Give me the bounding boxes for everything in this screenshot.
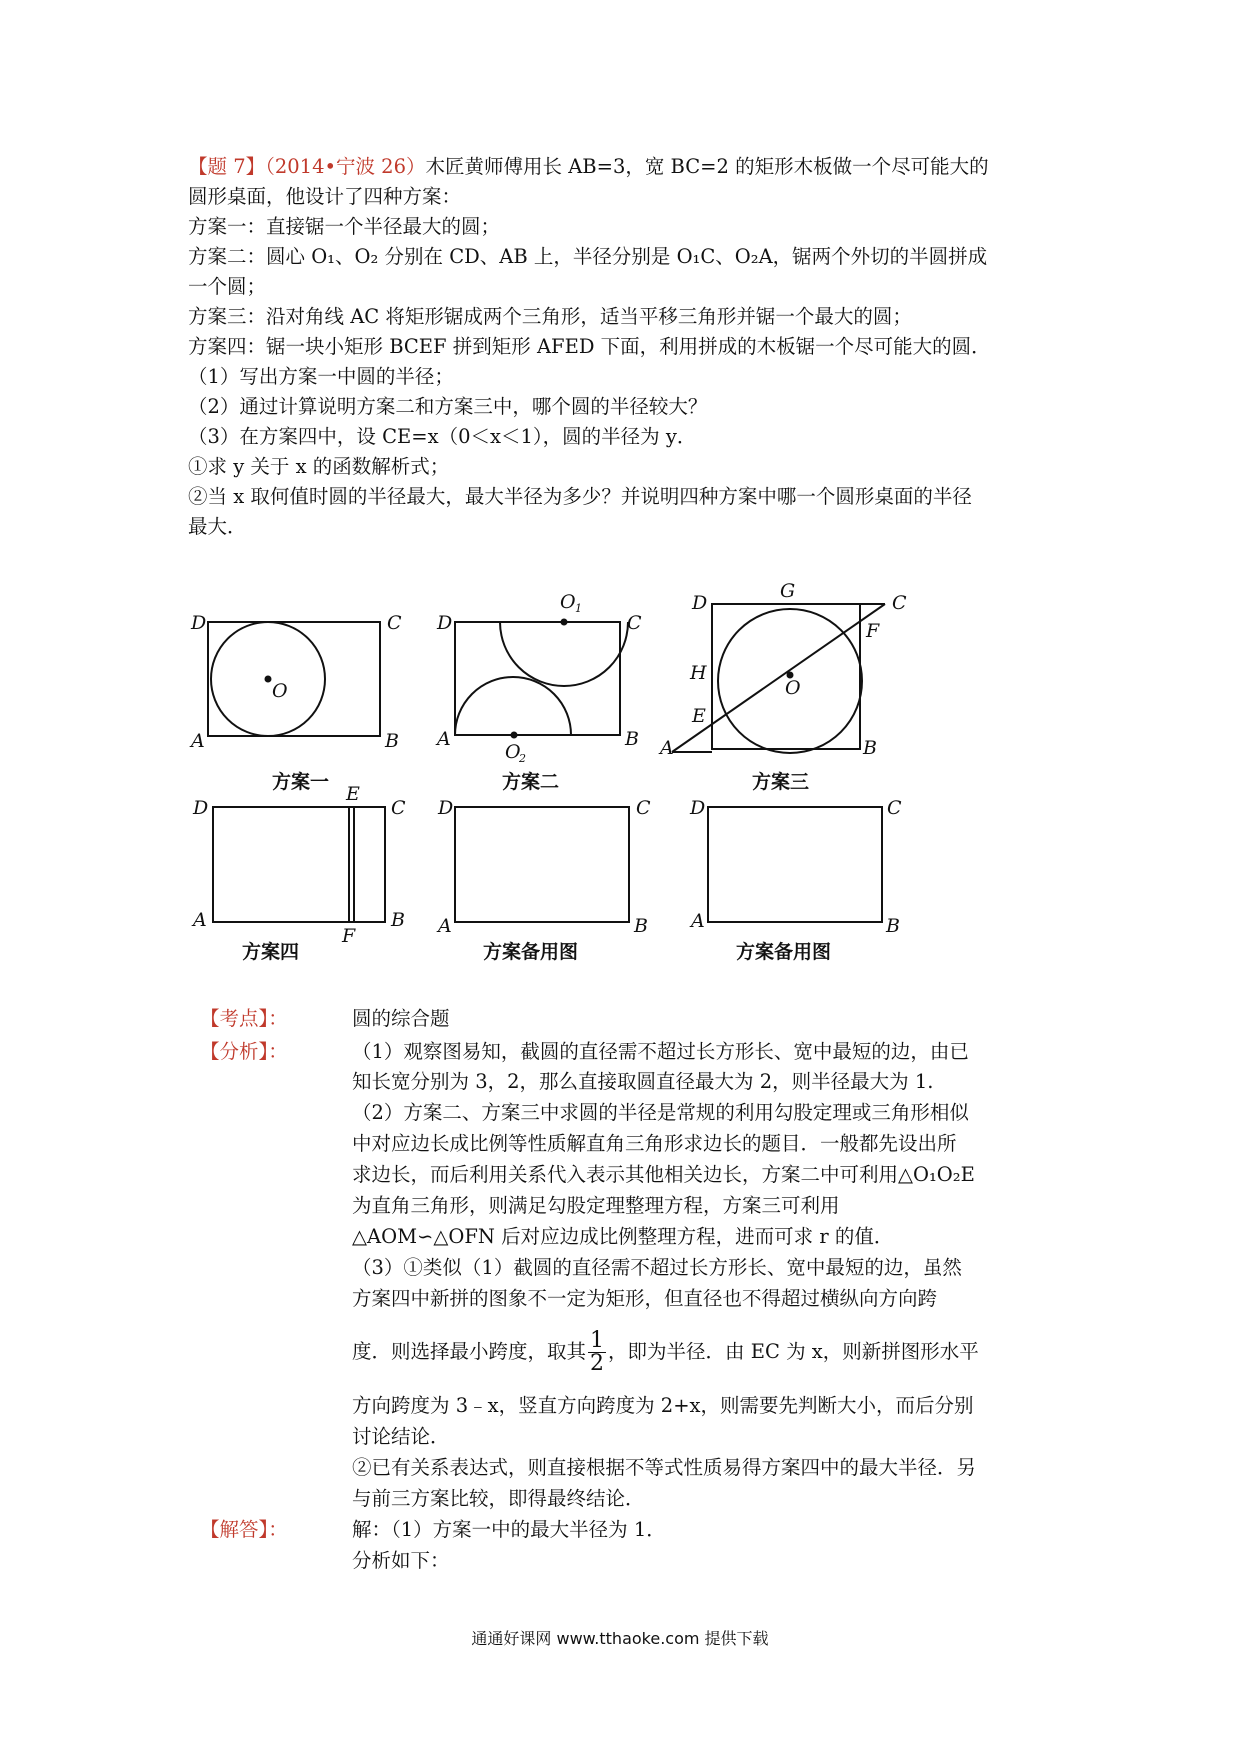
fig1-label-c: C bbox=[387, 612, 402, 634]
fig3-label-e: E bbox=[692, 705, 706, 727]
jieda-line-1: 解：（1）方案一中的最大半径为 1． bbox=[352, 1518, 666, 1541]
fig3-label-a: A bbox=[660, 737, 674, 759]
fig1-center-dot bbox=[265, 676, 272, 683]
fig5-label-d: D bbox=[438, 797, 454, 819]
fig4-rect bbox=[213, 807, 385, 922]
fenxi-line-5: 求边长，而后利用关系代入表示其他相关边长，方案二中可利用△O₁O₂E bbox=[352, 1163, 975, 1186]
fig2-label-o1: O bbox=[560, 591, 576, 613]
fig1-label-o: O bbox=[272, 680, 288, 702]
fig4-label-e: E bbox=[346, 783, 360, 805]
fig3-label-h: H bbox=[690, 662, 707, 684]
fig2-label-o1-sub: 1 bbox=[575, 602, 582, 615]
fig2-label-d: D bbox=[437, 612, 453, 634]
fig2-label-o2-sub: 2 bbox=[519, 752, 526, 765]
fig2-label-a: A bbox=[437, 728, 451, 750]
page-footer: 通通好课网 www.tthaoke.com 提供下载 bbox=[471, 1629, 769, 1648]
fenxi-line-2: 知长宽分别为 3，2，那么直接取圆直径最大为 2，则半径最大为 1. bbox=[352, 1070, 934, 1093]
plan-2: 方案二：圆心 O₁、O₂ 分别在 CD、AB 上，半径分别是 O₁C、O₂A，锯两个外切的半圆拼成 bbox=[188, 245, 988, 268]
plan-1: 方案一：直接锯一个半径最大的圆； bbox=[188, 215, 501, 238]
fig6-caption: 方案备用图 bbox=[736, 941, 832, 963]
fig3-label-f: F bbox=[866, 620, 880, 642]
fig1-label-d: D bbox=[191, 612, 207, 634]
fig3-caption: 方案三 bbox=[752, 771, 810, 793]
fenxi-line-7: △AOM∽△OFN 后对应边成比例整理方程，进而可求 r 的值． bbox=[352, 1225, 894, 1248]
fraction-denominator: 2 bbox=[590, 1351, 605, 1376]
problem-tag: 【题 7】 bbox=[188, 155, 266, 178]
problem-text: 木匠黄师傅用长 AB=3，宽 BC=2 的矩形木板做一个尽可能大的 bbox=[425, 155, 989, 178]
fig5-caption: 方案备用图 bbox=[483, 941, 579, 963]
fig1-label-b: B bbox=[385, 730, 399, 752]
fig2-label-o2: O bbox=[505, 741, 521, 763]
fenxi-line-11: 方向跨度为 3﹣x，竖直方向跨度为 2+x，则需要先判断大小，而后分别 bbox=[352, 1394, 974, 1417]
fig5-label-a: A bbox=[438, 915, 452, 937]
fenxi-line-4: 中对应边长成比例等性质解直角三角形求边长的题目．一般都先设出所 bbox=[352, 1132, 957, 1155]
question-2: （2）通过计算说明方案二和方案三中，哪个圆的半径较大？ bbox=[188, 395, 708, 418]
fenxi-line-1: （1）观察图易知，截圆的直径需不超过长方形长、宽中最短的边，由已 bbox=[352, 1040, 969, 1063]
fig3-label-c: C bbox=[892, 592, 907, 614]
problem-source: （2014•宁波 26） bbox=[265, 155, 426, 178]
fig4-label-f: F bbox=[342, 925, 356, 947]
fig6-rect bbox=[708, 807, 882, 922]
fig4-label-c: C bbox=[391, 797, 406, 819]
fig2-label-b: B bbox=[625, 728, 639, 750]
fig6-label-b: B bbox=[886, 915, 900, 937]
fig5-rect bbox=[455, 807, 629, 922]
plan-2-cont: 一个圆； bbox=[188, 275, 267, 298]
problem-line-2: 圆形桌面，他设计了四种方案： bbox=[188, 185, 462, 208]
jieda-line-2: 分析如下： bbox=[352, 1549, 450, 1572]
question-1: （1）写出方案一中圆的半径； bbox=[188, 365, 454, 388]
plan-3: 方案三：沿对角线 AC 将矩形锯成两个三角形，适当平移三角形并锯一个最大的圆； bbox=[188, 305, 912, 328]
fig2-o1-dot bbox=[561, 619, 568, 626]
question-3b-cont: 最大． bbox=[188, 515, 247, 538]
fenxi-line-13: ②已有关系表达式，则直接根据不等式性质易得方案四中的最大半径．另 bbox=[352, 1456, 977, 1479]
fig3-label-d: D bbox=[692, 592, 708, 614]
kaodian-label: 【考点】： bbox=[200, 1007, 288, 1030]
fenxi-line-14: 与前三方案比较，即得最终结论． bbox=[352, 1487, 645, 1510]
half-fraction bbox=[588, 1330, 606, 1375]
fig3-label-o: O bbox=[785, 677, 801, 699]
fig4-label-b: B bbox=[391, 909, 405, 931]
question-3: （3）在方案四中，设 CE=x（0＜x＜1），圆的半径为 y． bbox=[188, 425, 697, 448]
fenxi-line-10-start: 度．则选择最小跨度，取其 bbox=[352, 1340, 587, 1363]
fig4-label-a: A bbox=[193, 909, 207, 931]
fig5-label-c: C bbox=[636, 797, 651, 819]
fig3-label-g: G bbox=[780, 580, 796, 602]
fig6-label-c: C bbox=[887, 797, 902, 819]
fig5-label-b: B bbox=[634, 915, 648, 937]
question-3b: ②当 x 取何值时圆的半径最大，最大半径为多少？并说明四种方案中哪一个圆形桌面的半径 bbox=[188, 485, 972, 508]
fraction-numerator: 1 bbox=[590, 1328, 605, 1353]
figures-diagram bbox=[0, 575, 1240, 975]
fig6-label-d: D bbox=[690, 797, 706, 819]
fenxi-line-9: 方案四中新拼的图象不一定为矩形，但直径也不得超过横纵向方向跨 bbox=[352, 1287, 938, 1310]
fig2-caption: 方案二 bbox=[502, 771, 560, 793]
fenxi-label: 【分析】： bbox=[200, 1040, 288, 1063]
fenxi-line-10-end: ，即为半径．由 EC 为 x，则新拼图形水平 bbox=[608, 1340, 979, 1363]
plan-4: 方案四：锯一块小矩形 BCEF 拼到矩形 AFED 下面，利用拼成的木板锯一个尽可能大的圆． bbox=[188, 335, 991, 358]
fig6-label-a: A bbox=[691, 910, 705, 932]
fig3-label-b: B bbox=[863, 737, 877, 759]
fig1-rect bbox=[208, 622, 380, 736]
kaodian-text: 圆的综合题 bbox=[352, 1007, 450, 1030]
fig2-o2-dot bbox=[511, 732, 518, 739]
question-3a: ①求 y 关于 x 的函数解析式； bbox=[188, 455, 450, 478]
fig1-label-a: A bbox=[191, 730, 205, 752]
fenxi-line-6: 为直角三角形，则满足勾股定理整理方程，方案三可利用 bbox=[352, 1194, 840, 1217]
fig4-caption: 方案四 bbox=[242, 941, 300, 963]
problem-line-1 bbox=[188, 152, 989, 182]
fenxi-line-3: （2）方案二、方案三中求圆的半径是常规的利用勾股定理或三角形相似 bbox=[352, 1101, 969, 1124]
fenxi-line-12: 讨论结论． bbox=[352, 1425, 450, 1448]
fig2-label-c: C bbox=[627, 612, 642, 634]
fenxi-line-8: （3）①类似（1）截圆的直径需不超过长方形长、宽中最短的边，虽然 bbox=[352, 1256, 962, 1279]
fenxi-line-10 bbox=[352, 1330, 979, 1375]
fig4-label-d: D bbox=[193, 797, 209, 819]
jieda-label: 【解答】： bbox=[200, 1518, 288, 1541]
fig1-caption: 方案一 bbox=[272, 771, 330, 793]
